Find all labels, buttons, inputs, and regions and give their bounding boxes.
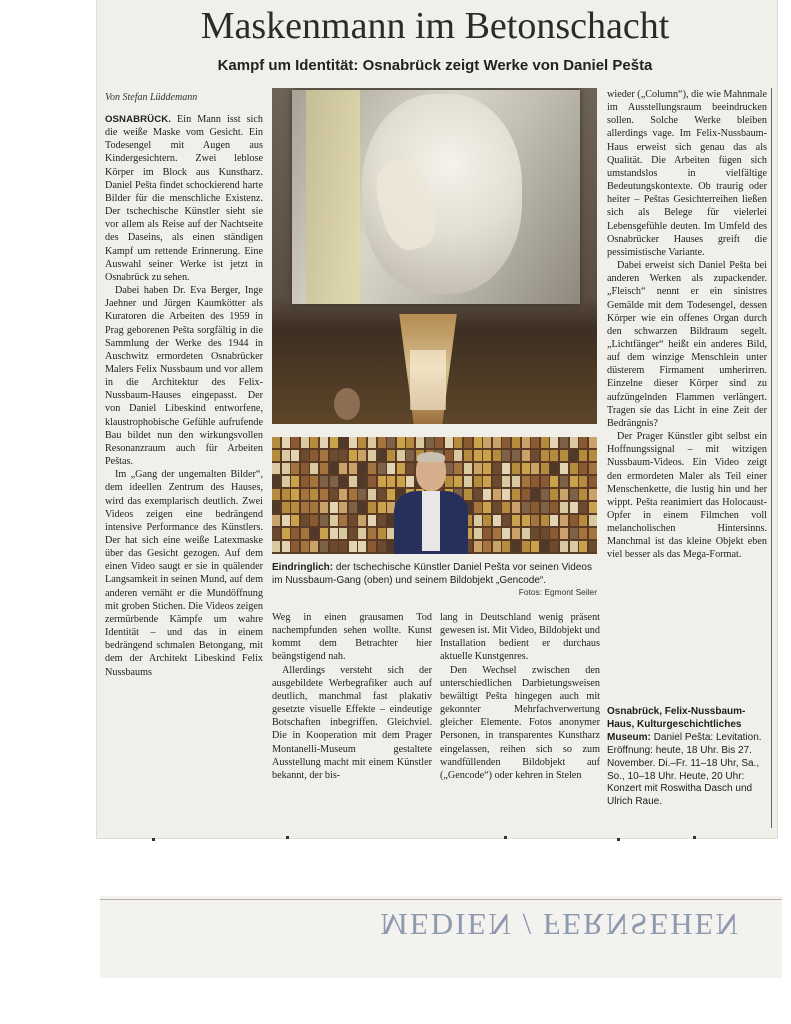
gencode-tile [330, 437, 338, 448]
scan-speck [504, 836, 507, 839]
gencode-tile [310, 463, 318, 474]
gencode-tile [579, 541, 587, 552]
photo-video-corridor [272, 88, 597, 424]
gencode-tile [349, 502, 357, 513]
gencode-tile [541, 489, 549, 500]
section-header-mirrored: MEDIEN / FERNSEHEN [380, 907, 740, 942]
gencode-tile [512, 463, 520, 474]
gencode-tile [493, 515, 501, 526]
gencode-tile [397, 437, 405, 448]
gencode-tile [272, 463, 280, 474]
gencode-tile [531, 463, 539, 474]
gencode-tile [512, 502, 520, 513]
photo-caption [272, 561, 598, 587]
gencode-tile [483, 437, 491, 448]
gencode-tile [474, 463, 482, 474]
gencode-tile [550, 528, 558, 539]
info-box [607, 706, 767, 809]
gencode-tile [416, 437, 424, 448]
gencode-tile [531, 489, 539, 500]
gencode-tile [339, 515, 347, 526]
gencode-tile [550, 502, 558, 513]
gencode-tile [522, 489, 530, 500]
gencode-tile [579, 515, 587, 526]
gencode-tile [550, 463, 558, 474]
gencode-tile [541, 515, 549, 526]
gencode-tile [339, 450, 347, 461]
gencode-tile [522, 541, 530, 552]
gencode-tile [310, 450, 318, 461]
gencode-tile [474, 515, 482, 526]
video-screen [292, 90, 580, 304]
gencode-tile [291, 489, 299, 500]
gencode-tile [579, 463, 587, 474]
gencode-tile [272, 515, 280, 526]
gencode-tile [541, 528, 549, 539]
gencode-tile [493, 489, 501, 500]
headline: Maskenmann im Betonschacht [200, 5, 670, 47]
info-text: Daniel Pešta: Levitation. Eröffnung: heute, 18 Uhr. Bis 27. November. Di.–Fr. 11–18 Uhr, Sa., So., 10–18 Uhr. Heute, 20 Uhr: Konzert mit Roswitha Dasch und Ulrich Raue. [607, 731, 762, 808]
paragraph-text: Ein Mann isst sich die weiße Maske vom Gesicht. Ein Todesengel mit Augen aus Kindergesichtern. Zwei leblose Körper im Block aus Kunstharz. Daniel Pešta findet schockierend harte Bilder für die menschliche Existenz. Der tschechische Künstler sieht sie vor allem als Reise auf der Nachtseite des Daseins, als einen ständigen Kampf um rettende Erinnerung. Eine Auswahl seiner Werke ist jetzt in Osnabrück zu sehen. [105, 114, 263, 283]
gencode-tile [301, 463, 309, 474]
gencode-tile [579, 502, 587, 513]
gencode-tile [531, 476, 539, 487]
gencode-tile [502, 489, 510, 500]
gencode-tile [570, 515, 578, 526]
gencode-tile [320, 528, 328, 539]
article-paragraph: Weg in einen grausamen Tod nachempfunden sehen wollte. Kunst kommt dem Betrachter hier beängstigend nah. [272, 612, 432, 663]
gencode-tile [349, 528, 357, 539]
gencode-tile [570, 528, 578, 539]
gencode-tile [435, 437, 443, 448]
gencode-tile [301, 489, 309, 500]
gencode-tile [291, 515, 299, 526]
gencode-tile [522, 437, 530, 448]
gencode-tile [301, 476, 309, 487]
gencode-tile [358, 502, 366, 513]
gencode-tile [358, 515, 366, 526]
article-paragraph: Im „Gang der ungemalten Bilder“, dem ideellen Zentrum des Hauses, wird das exemplarisch deutlich. Zwei Videos zeigen eine bedrängend intensive Performance des Künstlers. Der hat sich eine weiße Latexmaske über das Gesicht gezogen. Auf dem einen Video saugt er sie in quälender Langsamkeit in seinen Mund, auf dem anderen vernäht er die Mundöffnung mit groben Stichen. Die Videos zeigen zermürbende Kämpfe um wahre Identität – und das in einem bedrängend schmalen Betongang, mit dem der Architekt Libeskind Felix Nussbaums [105, 469, 263, 678]
gencode-tile [502, 437, 510, 448]
gencode-tile [579, 528, 587, 539]
gencode-tile [339, 489, 347, 500]
gencode-tile [349, 437, 357, 448]
gencode-tile [550, 450, 558, 461]
gencode-tile [445, 437, 453, 448]
gencode-tile [502, 515, 510, 526]
gencode-tile [320, 463, 328, 474]
gencode-tile [483, 541, 491, 552]
gencode-tile [426, 437, 434, 448]
gencode-tile [589, 437, 597, 448]
article-column-3 [440, 611, 600, 833]
gencode-tile [310, 437, 318, 448]
gencode-tile [301, 450, 309, 461]
gencode-tile [282, 541, 290, 552]
gencode-tile [512, 515, 520, 526]
gencode-tile [368, 541, 376, 552]
gencode-tile [512, 450, 520, 461]
gencode-tile [579, 476, 587, 487]
info-title: Osnabrück, Felix-Nussbaum-Haus, Kulturgeschichtliches Museum: [607, 706, 746, 743]
gencode-tile [291, 476, 299, 487]
gencode-tile [368, 515, 376, 526]
gencode-tile [349, 489, 357, 500]
gencode-tile [474, 502, 482, 513]
gencode-tile [330, 450, 338, 461]
article-paragraph [105, 113, 263, 284]
gencode-tile [387, 437, 395, 448]
gencode-tile [330, 489, 338, 500]
gencode-tile [522, 515, 530, 526]
gencode-tile [550, 489, 558, 500]
gencode-tile [541, 450, 549, 461]
gencode-tile [483, 502, 491, 513]
gencode-tile [589, 463, 597, 474]
article-column-2 [272, 611, 432, 833]
scan-speck [693, 836, 696, 839]
article-paragraph: Allerdings versteht sich der ausgebildete Werbegrafiker auch auf deutlich, manchmal fast plakativ gesetzte visuelle Effekte – eindeutige Botschaften inbegriffen. Gleichviel. Die in Kooperation mit dem Prager Montanelli-Museum gestaltete Ausstellung macht mit einem Künstler bekannt, der bis- [272, 664, 432, 781]
gencode-tile [474, 437, 482, 448]
gencode-tile [502, 541, 510, 552]
scan-speck [152, 838, 155, 841]
gencode-tile [502, 450, 510, 461]
caption-text: der tschechische Künstler Daniel Pešta vor seinen Videos im Nussbaum-Gang (oben) und seinem Bildobjekt „Gencode“. [272, 562, 592, 586]
gencode-tile [541, 541, 549, 552]
gencode-tile [550, 541, 558, 552]
gencode-tile [531, 437, 539, 448]
gencode-tile [589, 528, 597, 539]
gencode-tile [310, 502, 318, 513]
gencode-tile [560, 489, 568, 500]
gencode-tile [570, 476, 578, 487]
gencode-tile [320, 502, 328, 513]
gencode-tile [301, 502, 309, 513]
gencode-tile [531, 502, 539, 513]
gencode-tile [358, 528, 366, 539]
article-column-4 [607, 88, 767, 698]
gencode-tile [474, 528, 482, 539]
photo-credit: Fotos: Egmont Seiler [518, 587, 597, 597]
gencode-tile [541, 476, 549, 487]
gencode-tile [272, 528, 280, 539]
gencode-tile [502, 528, 510, 539]
gencode-tile [291, 541, 299, 552]
gencode-tile [368, 528, 376, 539]
gencode-tile [512, 541, 520, 552]
gencode-tile [368, 476, 376, 487]
gencode-tile [493, 450, 501, 461]
gencode-tile [493, 463, 501, 474]
gencode-tile [483, 450, 491, 461]
gencode-tile [339, 476, 347, 487]
gencode-tile [358, 489, 366, 500]
gencode-tile [310, 541, 318, 552]
gencode-tile [474, 489, 482, 500]
gencode-tile [310, 515, 318, 526]
scan-speck [617, 838, 620, 841]
gencode-tile [541, 502, 549, 513]
gencode-tile [474, 450, 482, 461]
gencode-tile [589, 502, 597, 513]
gencode-tile [358, 463, 366, 474]
dateline: OSNABRÜCK. [105, 114, 172, 125]
gencode-tile [579, 450, 587, 461]
gencode-tile [560, 515, 568, 526]
gencode-tile [368, 489, 376, 500]
gencode-tile [368, 450, 376, 461]
gencode-tile [531, 528, 539, 539]
gencode-tile [570, 541, 578, 552]
gencode-tile [358, 541, 366, 552]
gencode-tile [570, 450, 578, 461]
gencode-tile [282, 489, 290, 500]
gencode-tile [522, 502, 530, 513]
gencode-tile [320, 489, 328, 500]
gencode-tile [330, 528, 338, 539]
gencode-tile [378, 450, 386, 461]
gencode-tile [378, 489, 386, 500]
gencode-tile [282, 515, 290, 526]
gencode-tile [358, 450, 366, 461]
footer-rule [100, 899, 782, 900]
article-column-1 [105, 113, 263, 833]
gencode-tile [378, 437, 386, 448]
gencode-tile [474, 541, 482, 552]
gencode-tile [368, 437, 376, 448]
gencode-tile [291, 528, 299, 539]
gencode-tile [493, 476, 501, 487]
artist-portrait [390, 449, 472, 554]
gencode-tile [493, 502, 501, 513]
gencode-tile [291, 437, 299, 448]
gencode-tile [339, 541, 347, 552]
gencode-tile [301, 515, 309, 526]
gencode-tile [349, 541, 357, 552]
gencode-tile [339, 463, 347, 474]
gencode-tile [531, 515, 539, 526]
gencode-tile [560, 437, 568, 448]
gencode-tile [531, 450, 539, 461]
gencode-tile [512, 528, 520, 539]
gencode-tile [301, 541, 309, 552]
gencode-tile [339, 437, 347, 448]
gencode-tile [320, 541, 328, 552]
gencode-tile [320, 437, 328, 448]
gencode-tile [589, 450, 597, 461]
gencode-tile [272, 502, 280, 513]
gencode-tile [368, 463, 376, 474]
gencode-tile [502, 463, 510, 474]
gencode-tile [560, 541, 568, 552]
gencode-tile [291, 450, 299, 461]
gencode-tile [301, 528, 309, 539]
gencode-tile [330, 515, 338, 526]
gencode-tile [310, 489, 318, 500]
gencode-tile [282, 528, 290, 539]
gencode-tile [493, 528, 501, 539]
gencode-tile [282, 450, 290, 461]
gencode-tile [541, 437, 549, 448]
gencode-tile [378, 463, 386, 474]
gencode-tile [272, 541, 280, 552]
gencode-tile [349, 476, 357, 487]
gencode-tile [378, 528, 386, 539]
gencode-tile [550, 515, 558, 526]
gencode-tile [310, 528, 318, 539]
gencode-tile [378, 476, 386, 487]
scan-speck [286, 836, 289, 839]
gencode-tile [522, 463, 530, 474]
gencode-tile [502, 502, 510, 513]
gencode-tile [512, 437, 520, 448]
gencode-tile [349, 463, 357, 474]
gencode-tile [560, 463, 568, 474]
gencode-tile [589, 541, 597, 552]
gencode-tile [378, 502, 386, 513]
gencode-tile [272, 476, 280, 487]
gencode-tile [512, 489, 520, 500]
column-rule [771, 88, 772, 828]
gencode-tile [339, 502, 347, 513]
visitor-head [334, 388, 360, 420]
gencode-tile [464, 437, 472, 448]
article-paragraph: lang in Deutschland wenig präsent gewesen ist. Mit Video, Bildobjekt und Installation bedient er durchaus aktuelle Kunstgenres. [440, 612, 600, 663]
gencode-tile [589, 489, 597, 500]
gencode-tile [378, 541, 386, 552]
gencode-tile [358, 437, 366, 448]
photo-artist-gencode [272, 437, 597, 554]
gencode-tile [320, 450, 328, 461]
gencode-tile [330, 463, 338, 474]
gencode-tile [474, 476, 482, 487]
gencode-tile [272, 489, 280, 500]
gencode-tile [272, 437, 280, 448]
gencode-tile [560, 476, 568, 487]
gencode-tile [531, 541, 539, 552]
gencode-tile [483, 476, 491, 487]
gencode-tile [502, 476, 510, 487]
gencode-tile [291, 463, 299, 474]
gencode-tile [330, 541, 338, 552]
gencode-tile [589, 515, 597, 526]
gencode-tile [349, 515, 357, 526]
gencode-tile [483, 463, 491, 474]
gencode-tile [282, 463, 290, 474]
gencode-tile [310, 476, 318, 487]
gencode-tile [330, 476, 338, 487]
gencode-tile [579, 437, 587, 448]
gencode-tile [454, 437, 462, 448]
gencode-tile [301, 437, 309, 448]
gencode-tile [570, 437, 578, 448]
gencode-tile [483, 528, 491, 539]
gencode-tile [589, 476, 597, 487]
gencode-tile [368, 502, 376, 513]
article-paragraph: Den Wechsel zwischen den unterschiedlichen Darbietungsweisen bewältigt Pešta hingegen auch mit gekonnter Mehrfachverwertung gleicher Elemente. Fotos anonymer Personen, in transparentes Kunstharz eingelassen, reihen sich so zum wandfüllenden Bildobjekt auf („Gencode“) oder kehren in Stelen [440, 664, 600, 781]
gencode-tile [560, 528, 568, 539]
gencode-tile [339, 528, 347, 539]
gencode-tile [272, 450, 280, 461]
gencode-tile [282, 437, 290, 448]
gencode-tile [493, 437, 501, 448]
gencode-tile [550, 476, 558, 487]
gencode-tile [493, 541, 501, 552]
article-paragraph: Dabei erweist sich Daniel Pešta bei anderen Werken als zupackender. „Fleisch“ nennt er ein sinistres Gemälde mit dem Todesengel, dessen Körper wie ein offenes Organ durch den schwarzen Bildraum segelt. „Lichtfänger“ heißt ein anderes Bild, auf dem winzige Menschlein unter düsterem Firmament umherirren. Einzelne dieser Körper sind zu aufzüngelnden Flammen verlängert. Tragen sie das Licht in eine Zeit der Bedrängnis? [607, 260, 767, 429]
caption-lead: Eindringlich: [272, 562, 334, 573]
gencode-tile [522, 528, 530, 539]
gencode-tile [282, 502, 290, 513]
gencode-tile [522, 450, 530, 461]
byline: Von Stefan Lüddemann [105, 92, 198, 103]
gencode-tile [320, 515, 328, 526]
gencode-tile [320, 476, 328, 487]
gencode-tile [522, 476, 530, 487]
gencode-tile [560, 502, 568, 513]
gencode-tile [579, 489, 587, 500]
gencode-tile [483, 515, 491, 526]
gencode-tile [570, 463, 578, 474]
article-paragraph: Dabei haben Dr. Eva Berger, Inge Jaehner und Jürgen Kaumkötter als Kuratoren die Arbeiten des 1959 in Prag geborenen Pešta sorgfältig in die Sammlung der Werke des 1944 in Auschwitz ermordeten Osnabrücker Malers Felix Nussbaum und vor allem in die Architektur des Felix-Nussbaum-Hauses eingepasst. Der von Daniel Libeskind entworfene, klaustrophobische Gefühle aufrufende Bau bildet nun den wirkungsvollen Resonanzraum auch für Arbeiten Peštas. [105, 285, 263, 468]
gencode-tile [358, 476, 366, 487]
gencode-tile [560, 450, 568, 461]
gencode-tile [541, 463, 549, 474]
gencode-tile [512, 476, 520, 487]
article-paragraph: Der Prager Künstler gibt selbst ein Hoffnungssignal – mit witzigen Nussbaum-Videos. Ein Video zeigt den ermordeten Maler als Teil einer Menschenkette, die lustig hin und her wippt. Pešta reanimiert das Holocaust-Opfer in einem Filmchen voll melancholischen Hintersinns. Manchmal ist das kleine Objekt eben viel besser als das Mega-Format. [607, 431, 767, 561]
gencode-tile [483, 489, 491, 500]
gencode-tile [349, 450, 357, 461]
gencode-tile [570, 489, 578, 500]
article-paragraph: wieder („Column“), die wie Mahnmale im Ausstellungsraum beeindrucken sollen. Solche Werke bleiben allerdings vage. Im Felix-Nussbaum-Haus erweist sich genau das als Qualität. Die Arbeiten fügen sich umstandslos in vielfältige Bedeutungskontexte. Ob traurig oder heiter – Peštas Gesichterreihen ließen sich als Belege für vielerlei Lebensgefühle deuten. Im Umfeld des Osnabrücker Hauses greift die pessimistische Variante. [607, 89, 767, 258]
gencode-tile [291, 502, 299, 513]
gencode-tile [378, 515, 386, 526]
gencode-tile [330, 502, 338, 513]
subheadline: Kampf um Identität: Osnabrück zeigt Werke von Daniel Pešta [217, 57, 653, 74]
gencode-tile [570, 502, 578, 513]
gencode-tile [282, 476, 290, 487]
gencode-tile [550, 437, 558, 448]
gencode-tile [406, 437, 414, 448]
